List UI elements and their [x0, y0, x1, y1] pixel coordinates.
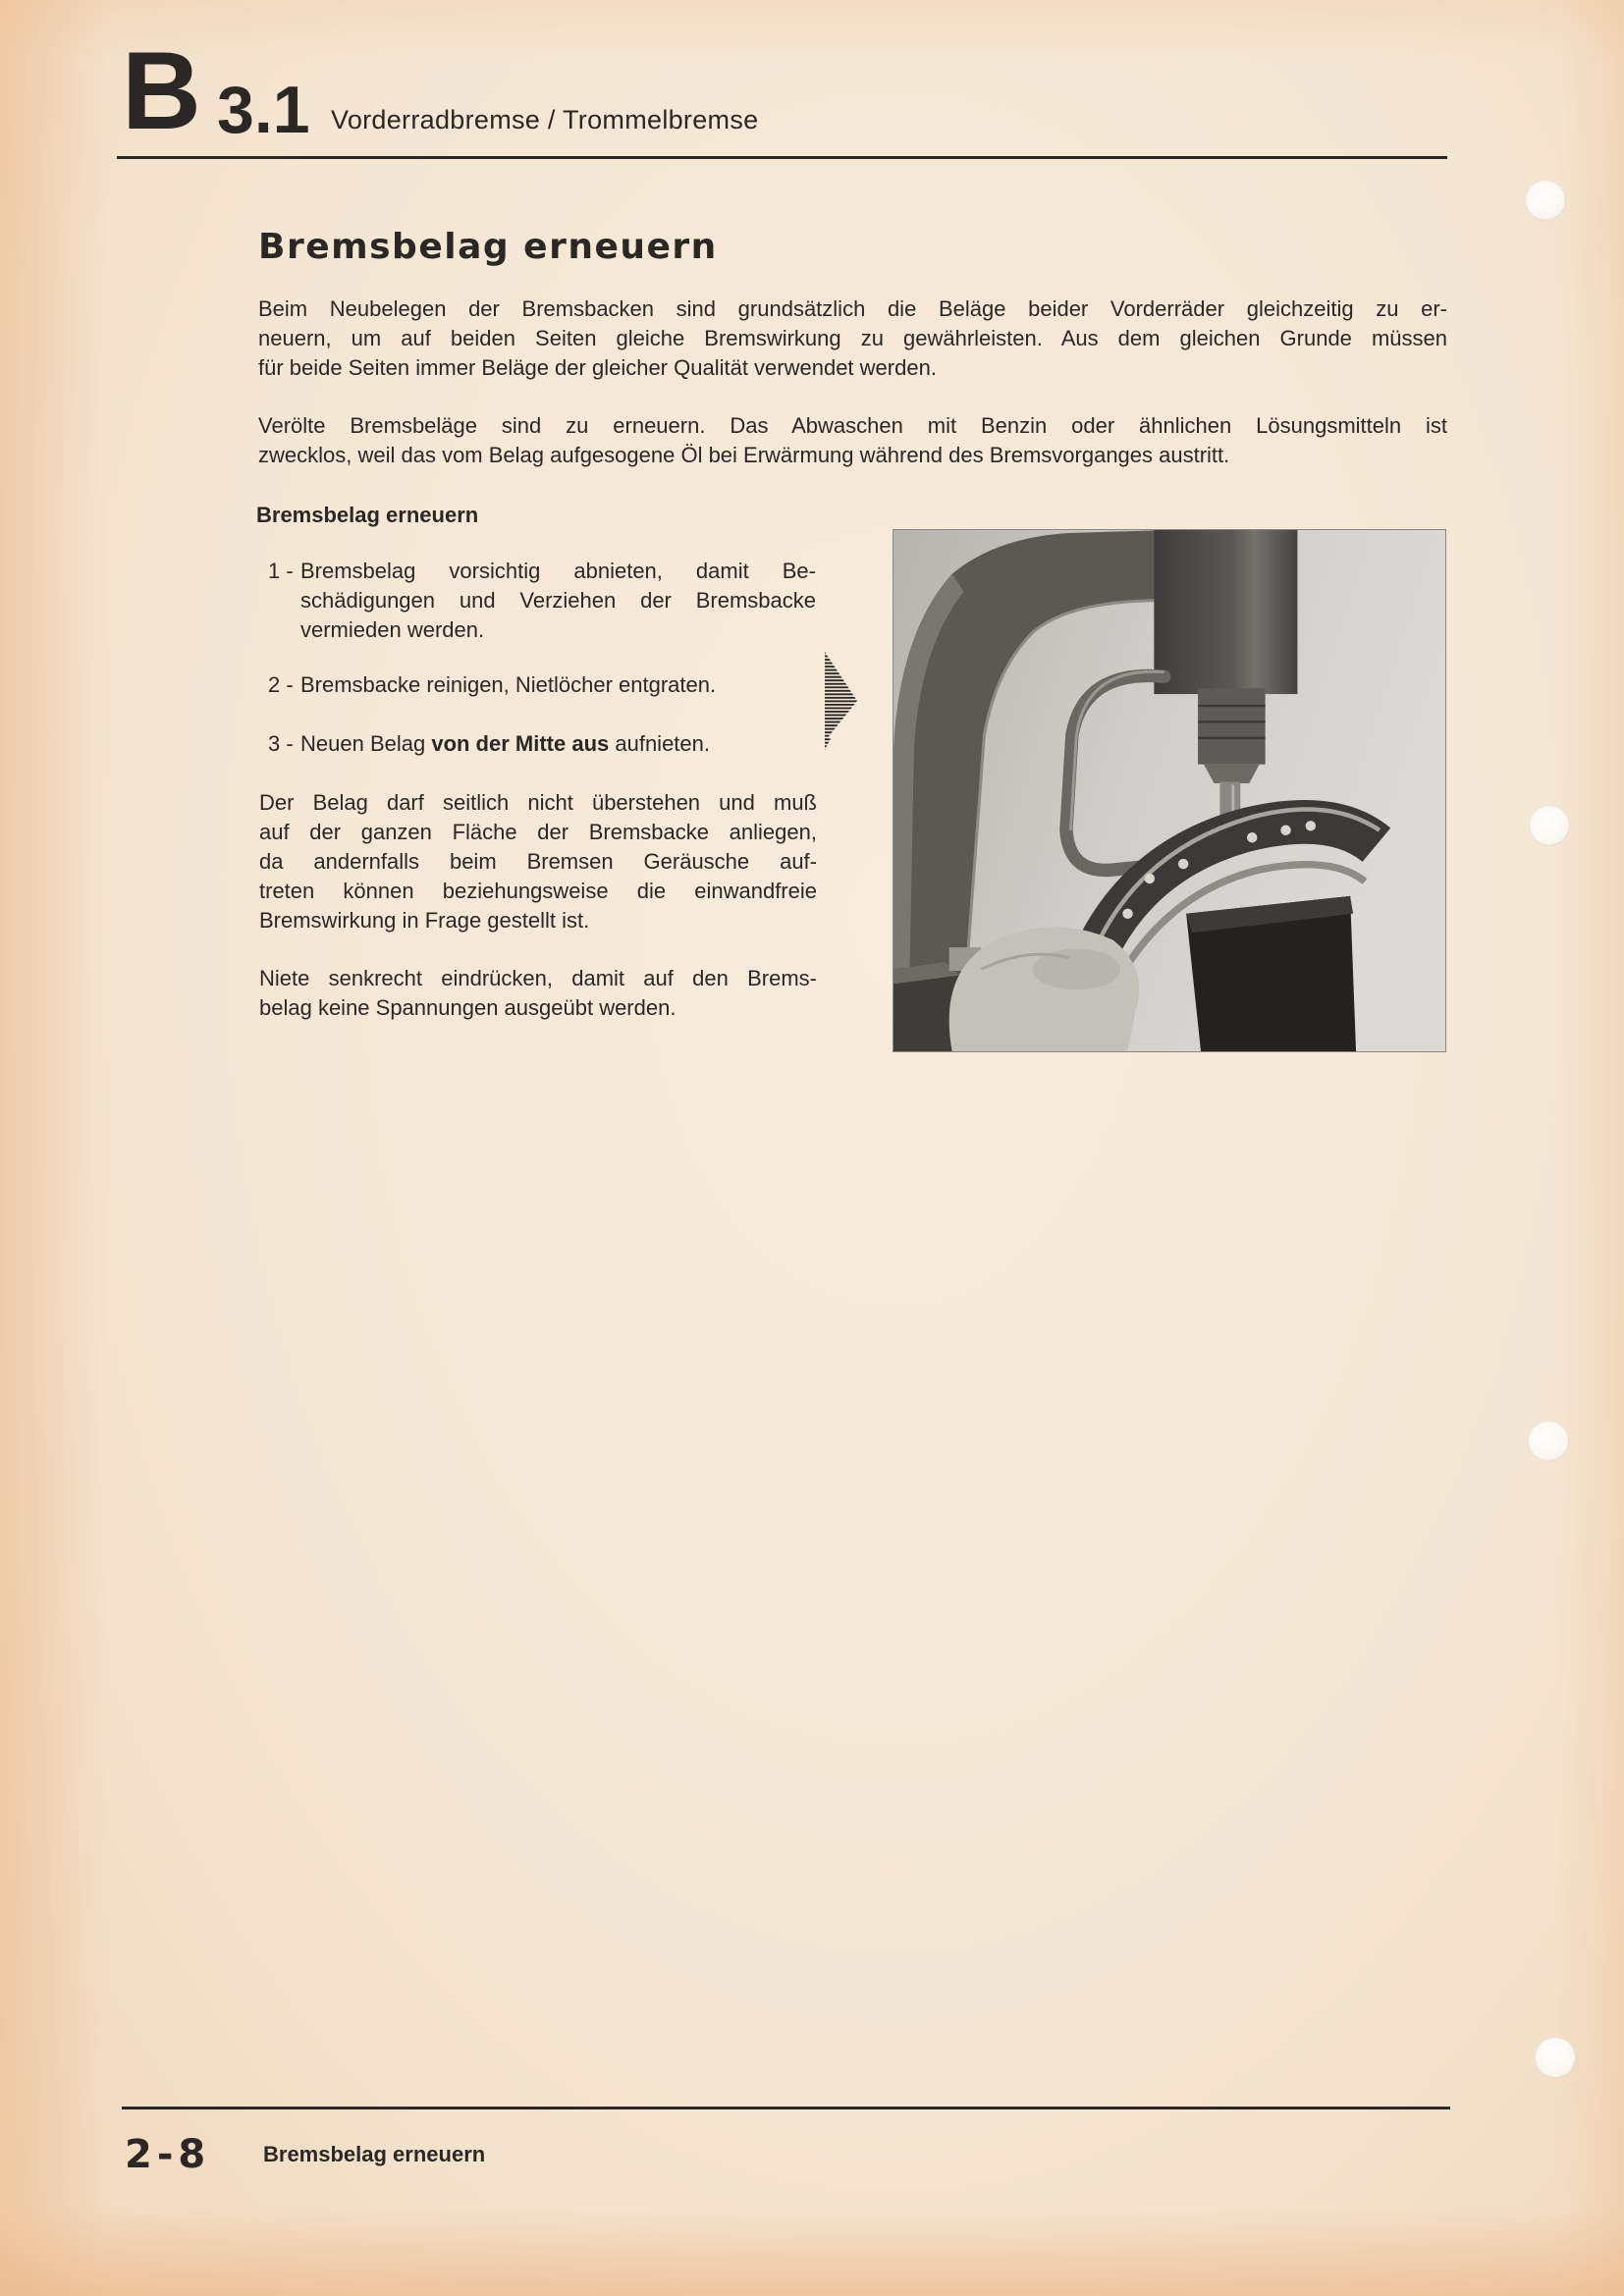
step-text-emphasis: von der Mitte aus [431, 731, 610, 756]
footer-title: Bremsbelag erneuern [263, 2142, 486, 2166]
paragraph-line: zwecklos, weil das vom Belag aufgesogene Öl bei Erwärmung während des Bremsvorganges austritt. [258, 443, 1230, 467]
step-label: 2 - [268, 672, 294, 697]
section-number: 3.1 [217, 73, 310, 147]
paragraph-line: Bremswirkung in Frage gestellt ist. [259, 908, 590, 933]
paragraph-line: da andernfalls beim Bremsen Geräusche auf- [259, 849, 817, 874]
step-text-part: aufnieten. [609, 731, 710, 756]
footer-page-number: 2-8 [125, 2132, 211, 2177]
punch-hole [1535, 2037, 1576, 2078]
punch-hole [1528, 1420, 1569, 1462]
intro-paragraph [258, 411, 1447, 470]
step-label: 1 - [268, 559, 294, 583]
step-item [268, 729, 816, 759]
punch-hole [1525, 180, 1566, 221]
paragraph-line: auf der ganzen Fläche der Bremsbacke anliegen, [259, 820, 817, 844]
anvil-block [1186, 896, 1356, 1051]
paragraph-line: für beide Seiten immer Beläge der gleicher Qualität verwendet werden. [258, 355, 937, 380]
step-text [300, 670, 816, 700]
riveting-press-photo [893, 530, 1445, 1051]
step-line: vermieden werden. [300, 617, 485, 642]
footer-rule [122, 2107, 1450, 2109]
step-label: 3 - [268, 731, 294, 756]
step-line [300, 729, 816, 759]
step-line: Bremsbelag vorsichtig abnieten, damit Be- [300, 559, 816, 583]
step-text-part: Neuen Belag [300, 731, 432, 756]
paragraph-line: Niete senkrecht eindrücken, damit auf den Brems- [259, 966, 817, 990]
paragraph-line: Der Belag darf seitlich nicht überstehen und muß [259, 790, 817, 815]
paragraph-line: treten können beziehungsweise die einwandfreie [259, 879, 817, 903]
step-item [268, 557, 816, 645]
paragraph-line: belag keine Spannungen ausgeübt werden. [259, 995, 677, 1020]
striped-arrow-right-icon [825, 652, 857, 750]
step-text [300, 557, 816, 645]
intro-paragraph [258, 294, 1447, 383]
subheading: Bremsbelag erneuern [256, 503, 479, 527]
note-paragraph [259, 788, 817, 935]
step-item [268, 670, 816, 700]
page-title: Bremsbelag erneuern [258, 227, 718, 267]
step-line: schädigungen und Verziehen der Bremsbacke [300, 588, 816, 613]
section-letter: B [122, 29, 201, 152]
punch-hole [1529, 805, 1570, 846]
paragraph-line: Beim Neubelegen der Bremsbacken sind grundsätzlich die Beläge beider Vorderräder gleichzeitig zu er- [258, 296, 1447, 321]
header-rule [117, 156, 1447, 159]
note-paragraph [259, 964, 817, 1023]
section-title: Vorderradbremse / Trommelbremse [331, 105, 759, 134]
step-text [300, 729, 816, 759]
step-line: Bremsbacke reinigen, Nietlöcher entgraten. [300, 672, 717, 697]
paragraph-line: Verölte Bremsbeläge sind zu erneuern. Das Abwaschen mit Benzin oder ähnlichen Lösungsmitteln ist [258, 413, 1447, 438]
paragraph-line: neuern, um auf beiden Seiten gleiche Bremswirkung zu gewährleisten. Aus dem gleichen Grunde müssen [258, 326, 1447, 350]
